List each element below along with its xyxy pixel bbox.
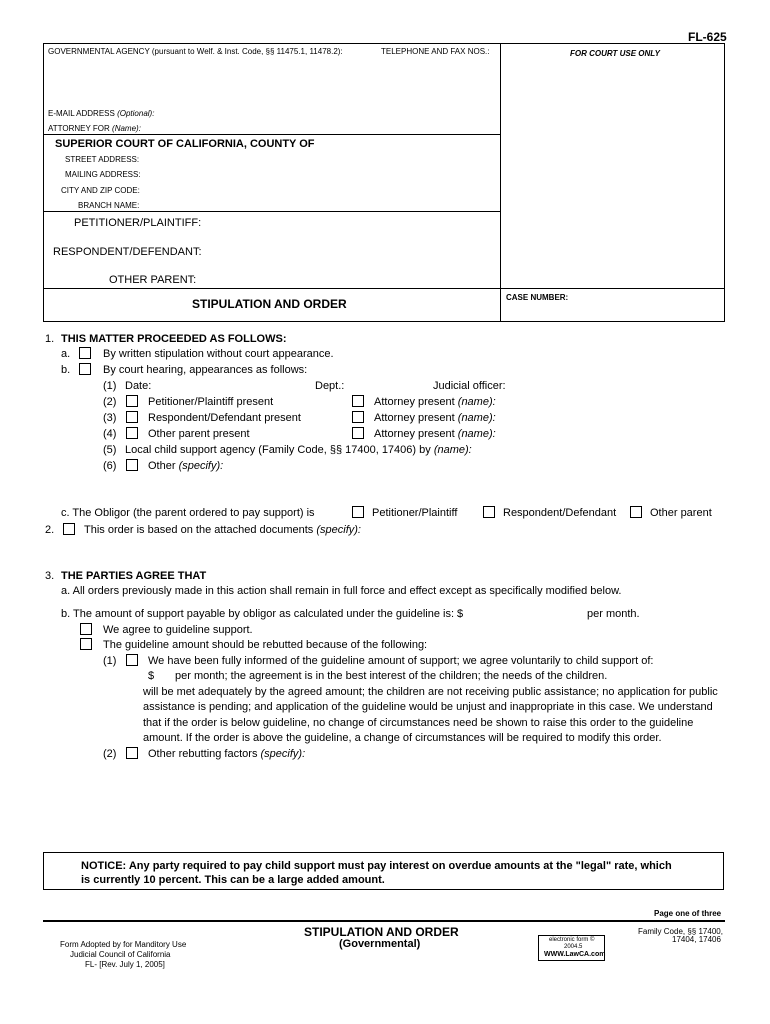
obligor-other-parent-checkbox[interactable] — [630, 506, 642, 518]
other-parent-attorney-label: Attorney present (name): — [374, 428, 496, 440]
agency-appearance-label: Local child support agency (Family Code, §§ 17400, 17406) by (name): — [125, 444, 472, 456]
item1b3-num: (3) — [103, 412, 117, 424]
item2-number: 2. — [45, 524, 55, 536]
obligor-petitioner-checkbox[interactable] — [352, 506, 364, 518]
agency-label: GOVERNMENTAL AGENCY (pursuant to Welf. & Inst. Code, §§ 11475.1, 11478.2): — [48, 47, 343, 56]
item1b5-num: (5) — [103, 444, 117, 456]
rebut2-label: Other rebutting factors (specify): — [148, 748, 306, 760]
other-parent-attorney-checkbox[interactable] — [352, 427, 364, 439]
petitioner-attorney-label: Attorney present (name): — [374, 396, 496, 408]
eform-line2: 2004.5 — [564, 944, 583, 950]
item3a-text: a. All orders previously made in this action shall remain in full force and effect except as specifically modified below. — [61, 585, 622, 597]
phone-label: TELEPHONE AND FAX NOS.: — [381, 47, 490, 56]
court-title: SUPERIOR COURT OF CALIFORNIA, COUNTY OF — [55, 138, 315, 150]
item1a-checkbox[interactable] — [79, 347, 91, 359]
footer-rule — [43, 920, 725, 922]
document-title: STIPULATION AND ORDER — [192, 297, 347, 311]
item1b2-num: (2) — [103, 396, 117, 408]
obligor-petitioner-label: Petitioner/Plaintiff — [372, 507, 458, 519]
item1b1-num: (1) — [103, 380, 117, 392]
petitioner-label: PETITIONER/PLAINTIFF: — [74, 217, 202, 229]
judicial-council: Judicial Council of California — [70, 950, 171, 959]
item3b-text: b. The amount of support payable by obligor as calculated under the guideline is: $ — [61, 608, 464, 620]
respondent-present-label: Respondent/Defendant present — [148, 412, 301, 424]
rebut1-para-line3: that if the order is below guideline, no change of circumstances need be shown to raise this order to the guideline — [143, 717, 694, 729]
item1b-label: b. — [61, 364, 71, 376]
item1b6-num: (6) — [103, 460, 117, 472]
family-code-line1: Family Code, §§ 17400, — [638, 927, 723, 936]
branch-label: BRANCH NAME: — [78, 201, 140, 210]
caption-divider — [500, 43, 501, 322]
footer-title: STIPULATION AND ORDER — [304, 925, 459, 939]
case-number-label: CASE NUMBER: — [506, 293, 569, 302]
email-label: E-MAIL ADDRESS (Optional): — [48, 109, 155, 118]
rebut2-checkbox[interactable] — [126, 747, 138, 759]
guideline-rebut-checkbox[interactable] — [80, 638, 92, 650]
other-parent-present-checkbox[interactable] — [126, 427, 138, 439]
dept-label: Dept.: — [315, 380, 345, 392]
respondent-attorney-label: Attorney present (name): — [374, 412, 496, 424]
item1b4-num: (4) — [103, 428, 117, 440]
item1a-label: a. — [61, 348, 71, 360]
obligor-respondent-checkbox[interactable] — [483, 506, 495, 518]
rebut1-para-line2: assistance is pending; and application of the guideline would be unjust and inappropriate in this case. We understand — [143, 701, 713, 713]
rebut1-dollar: $ — [148, 670, 155, 682]
rebut1-checkbox[interactable] — [126, 654, 138, 666]
eform-line3: WWW.LawCA.com — [544, 951, 606, 958]
court-use-label: FOR COURT USE ONLY — [570, 49, 660, 58]
form-adopted: Form Adopted by for Manditory Use — [60, 940, 187, 949]
rebut1-num: (1) — [103, 655, 117, 667]
item1a-text: By written stipulation without court appearance. — [103, 348, 334, 360]
petitioner-present-label: Petitioner/Plaintiff present — [148, 396, 274, 408]
item3-number: 3. — [45, 570, 55, 582]
item1c-text: c. The Obligor (the parent ordered to pay support) is — [61, 507, 315, 519]
other-parent-label: OTHER PARENT: — [109, 274, 197, 286]
mailing-label: MAILING ADDRESS: — [65, 170, 141, 179]
respondent-attorney-checkbox[interactable] — [352, 411, 364, 423]
attorney-for-label: ATTORNEY FOR (Name): — [48, 124, 141, 133]
item1-number: 1. — [45, 333, 55, 345]
petitioner-attorney-checkbox[interactable] — [352, 395, 364, 407]
item1-title: THIS MATTER PROCEEDED AS FOLLOWS: — [61, 333, 287, 345]
other-appearance-checkbox[interactable] — [126, 459, 138, 471]
attached-documents-label: This order is based on the attached documents (specify): — [84, 524, 361, 536]
obligor-other-parent-label: Other parent — [650, 507, 712, 519]
footer-subtitle: (Governmental) — [339, 938, 421, 950]
rebut1-continuation: per month; the agreement is in the best interest of the children; the needs of the children. — [175, 670, 608, 682]
guideline-agree-label: We agree to guideline support. — [103, 624, 253, 636]
notice-line1: NOTICE: Any party required to pay child support must pay interest on overdue amounts at the "legal" rate, which — [81, 860, 672, 872]
page-indicator: Page one of three — [654, 909, 722, 918]
attached-documents-checkbox[interactable] — [63, 523, 75, 535]
respondent-label: RESPONDENT/DEFENDANT: — [53, 246, 202, 258]
date-label: Date: — [125, 380, 152, 392]
city-label: CITY AND ZIP CODE: — [61, 186, 140, 195]
notice-line2: is currently 10 percent. This can be a large added amount. — [81, 874, 385, 886]
obligor-respondent-label: Respondent/Defendant — [503, 507, 617, 519]
item3-title: THE PARTIES AGREE THAT — [61, 570, 207, 582]
form-number: FL-625 — [688, 30, 727, 44]
item1b-text: By court hearing, appearances as follows: — [103, 364, 308, 376]
other-appearance-label: Other (specify): — [148, 460, 224, 472]
street-label: STREET ADDRESS: — [65, 155, 140, 164]
other-parent-present-label: Other parent present — [148, 428, 250, 440]
rebut1-text: We have been fully informed of the guideline amount of support; we agree voluntarily to child support of: — [148, 655, 654, 667]
eform-line1: electronic form © — [549, 937, 595, 943]
item1b-checkbox[interactable] — [79, 363, 91, 375]
family-code-line2: 17404, 17406 — [672, 935, 721, 944]
rebut1-para-line1: will be met adequately by the agreed amount; the children are not receiving public assistance; no application for public — [143, 686, 718, 698]
petitioner-present-checkbox[interactable] — [126, 395, 138, 407]
revision: FL- [Rev. July 1, 2005] — [85, 960, 165, 969]
respondent-present-checkbox[interactable] — [126, 411, 138, 423]
per-month-label: per month. — [587, 608, 640, 620]
guideline-rebut-label: The guideline amount should be rebutted because of the following: — [103, 639, 428, 651]
guideline-agree-checkbox[interactable] — [80, 623, 92, 635]
judicial-officer-label: Judicial officer: — [433, 380, 506, 392]
rebut2-num: (2) — [103, 748, 117, 760]
rebut1-para-line4: amount. If the order is above the guideline, a change of circumstances will be required to modify this order. — [143, 732, 662, 744]
